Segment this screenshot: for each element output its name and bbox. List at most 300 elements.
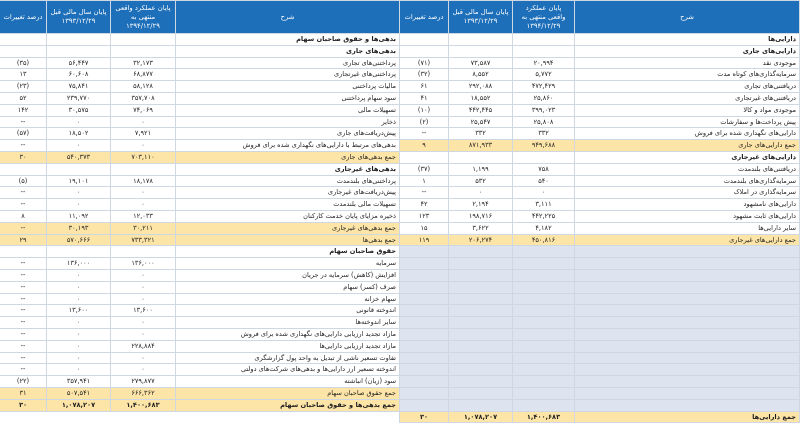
previous-value <box>449 45 513 57</box>
actual-value: ۱۲,۰۳۳ <box>111 210 176 222</box>
filler-cell <box>575 246 800 258</box>
previous-value <box>47 34 111 46</box>
header-desc: شرح <box>575 1 800 34</box>
change-percent: -- <box>0 340 47 352</box>
header-pct: درصد تغییرات <box>400 1 449 34</box>
filler-cell <box>513 317 575 329</box>
table-row <box>0 234 400 246</box>
change-percent <box>0 246 47 258</box>
table-row <box>400 116 800 128</box>
change-percent: ۱۲۳ <box>400 210 449 222</box>
previous-value: ۳۰,۱۹۳ <box>47 222 111 234</box>
actual-value: ۴,۱۸۲ <box>513 222 575 234</box>
actual-value: ۰ <box>111 281 176 293</box>
actual-value: ۴۷۲,۴۲۹ <box>513 81 575 93</box>
table-row <box>0 258 400 270</box>
filler-cell <box>513 258 575 270</box>
filler-cell <box>449 364 513 376</box>
row-label: مازاد تجدید ارزیابی دارایی‌های نگهداری شده برای فروش <box>176 328 400 340</box>
filler-row <box>400 305 800 317</box>
previous-value: ۱,۱۹۹ <box>449 163 513 175</box>
row-label: دریافتنی‌های تجاری <box>575 81 800 93</box>
change-percent <box>400 151 449 163</box>
table-row <box>400 234 800 246</box>
row-label: جمع بدهی‌های غیرجاری <box>176 222 400 234</box>
change-percent: -- <box>0 305 47 317</box>
actual-value: ۳۲,۱۷۳ <box>111 57 176 69</box>
table-row <box>0 387 400 399</box>
change-percent: (۳۲) <box>400 69 449 81</box>
table-row <box>0 269 400 281</box>
filler-cell <box>513 364 575 376</box>
change-percent: ۳۰ <box>400 411 449 423</box>
change-percent: -- <box>0 269 47 281</box>
actual-value: ۷,۹۲۱ <box>111 128 176 140</box>
row-label: مالیات پرداختنی <box>176 81 400 93</box>
actual-value: ۰ <box>513 187 575 199</box>
filler-cell <box>400 399 449 411</box>
previous-value: ۵۴۰,۳۷۳ <box>47 151 111 163</box>
previous-value: ۲۳۹,۷۷۰ <box>47 92 111 104</box>
table-row <box>0 293 400 305</box>
actual-value: ۱,۴۰۰,۶۸۳ <box>513 411 575 423</box>
filler-row <box>400 399 800 411</box>
row-label: سایر دارایی‌ها <box>575 222 800 234</box>
row-label: جمع حقوق صاحبان سهام <box>176 387 400 399</box>
actual-value: ۲۰,۹۹۴ <box>513 57 575 69</box>
filler-cell <box>400 376 449 388</box>
row-label: سود (زیان) انباشته <box>176 376 400 388</box>
change-percent: (۲) <box>400 116 449 128</box>
filler-row <box>400 364 800 376</box>
table-row <box>400 45 800 57</box>
change-percent: -- <box>0 352 47 364</box>
filler-cell <box>449 305 513 317</box>
table-row <box>0 305 400 317</box>
actual-value: ۰ <box>111 352 176 364</box>
previous-value: ۰ <box>47 187 111 199</box>
previous-value: ۳۵۷,۹۴۱ <box>47 376 111 388</box>
change-percent: ۲۹ <box>0 234 47 246</box>
change-percent: -- <box>0 293 47 305</box>
filler-cell <box>449 317 513 329</box>
filler-cell <box>513 340 575 352</box>
filler-cell <box>400 317 449 329</box>
actual-value: ۰ <box>111 199 176 211</box>
previous-value <box>47 246 111 258</box>
row-label: پرداختنی‌های غیرتجاری <box>176 69 400 81</box>
filler-cell <box>513 352 575 364</box>
filler-cell <box>575 293 800 305</box>
change-percent: ۳۰ <box>0 399 47 411</box>
liabilities-total-row <box>0 399 400 411</box>
assets-table <box>399 0 800 423</box>
previous-value: ۳۰,۵۷۵ <box>47 104 111 116</box>
actual-value: ۰ <box>111 328 176 340</box>
change-percent: ۶۱ <box>400 81 449 93</box>
table-row <box>400 163 800 175</box>
previous-value: ۱۳۶,۰۰۰ <box>47 258 111 270</box>
actual-value: ۹۴۹,۶۸۸ <box>513 140 575 152</box>
header-desc: شرح <box>176 1 400 34</box>
filler-cell <box>449 399 513 411</box>
row-label: دارایی‌های نگهداری شده برای فروش <box>575 128 800 140</box>
filler-cell <box>513 281 575 293</box>
row-label: موجودی مواد و کالا <box>575 104 800 116</box>
table-row <box>0 317 400 329</box>
row-label: دارایی‌ها <box>575 34 800 46</box>
previous-value: ۲۵,۵۴۷ <box>449 116 513 128</box>
change-percent <box>0 163 47 175</box>
previous-value <box>47 45 111 57</box>
change-percent: (۳۵) <box>0 57 47 69</box>
change-percent: ۳۰ <box>0 151 47 163</box>
filler-row <box>400 387 800 399</box>
filler-cell <box>449 258 513 270</box>
change-percent: -- <box>0 364 47 376</box>
change-percent: -- <box>0 199 47 211</box>
actual-value: ۷۰۳,۱۱۰ <box>111 151 176 163</box>
change-percent: -- <box>0 116 47 128</box>
table-row <box>0 34 400 46</box>
filler-cell <box>400 293 449 305</box>
actual-value: ۷۵۸ <box>513 163 575 175</box>
row-label: دارایی‌های ثابت مشهود <box>575 210 800 222</box>
row-label: پیش پرداخت‌ها و سفارشات <box>575 116 800 128</box>
liabilities-table <box>0 0 400 412</box>
row-label: سهام خزانه <box>176 293 400 305</box>
filler-cell <box>513 399 575 411</box>
row-label: اندوخته قانونی <box>176 305 400 317</box>
actual-value: ۳۳۲ <box>513 128 575 140</box>
previous-value: ۱۸,۵۰۲ <box>47 128 111 140</box>
table-row <box>0 364 400 376</box>
previous-value: ۱۱,۰۹۲ <box>47 210 111 222</box>
change-percent: (۲۳) <box>0 81 47 93</box>
actual-value: ۲۷۹,۸۷۷ <box>111 376 176 388</box>
row-label: سرمایه‌گذاری‌های بلندمدت <box>575 175 800 187</box>
filler-cell <box>513 269 575 281</box>
header-actual: پایان عملکرد واقعی منتهی به ۱۳۹۴/۱۲/۲۹ <box>111 1 176 34</box>
table-row <box>0 104 400 116</box>
actual-value: ۲۵,۸۶۰ <box>513 92 575 104</box>
previous-value: ۵۶,۴۴۷ <box>47 57 111 69</box>
change-percent <box>400 34 449 46</box>
filler-cell <box>575 387 800 399</box>
row-label: بدهی‌های غیرجاری <box>176 163 400 175</box>
filler-row <box>400 376 800 388</box>
previous-value: ۰ <box>47 317 111 329</box>
actual-value: ۱۸,۱۷۸ <box>111 175 176 187</box>
actual-value: ۴۴۲,۲۲۵ <box>513 210 575 222</box>
filler-cell <box>575 340 800 352</box>
change-percent: ۴۱ <box>400 92 449 104</box>
row-label: بدهی‌های مرتبط با دارایی‌های نگهداری شده برای فروش <box>176 140 400 152</box>
change-percent: -- <box>0 328 47 340</box>
filler-cell <box>575 399 800 411</box>
previous-value: ۱۹,۱۰۱ <box>47 175 111 187</box>
table-row <box>400 199 800 211</box>
header-prev: پایان سال مالی قبل ۱۳۹۳/۱۲/۲۹ <box>47 1 111 34</box>
previous-value <box>449 34 513 46</box>
filler-row <box>400 340 800 352</box>
previous-value: ۶۰,۶۰۸ <box>47 69 111 81</box>
filler-row <box>400 293 800 305</box>
filler-cell <box>513 328 575 340</box>
change-percent <box>0 45 47 57</box>
actual-value <box>111 246 176 258</box>
previous-value: ۲,۱۹۴ <box>449 199 513 211</box>
filler-cell <box>400 258 449 270</box>
table-row <box>400 34 800 46</box>
table-row <box>0 92 400 104</box>
actual-value: ۰ <box>111 269 176 281</box>
actual-value: ۰ <box>111 364 176 376</box>
filler-cell <box>575 317 800 329</box>
filler-cell <box>449 293 513 305</box>
previous-value: ۵۰۷,۵۴۱ <box>47 387 111 399</box>
previous-value: ۰ <box>47 116 111 128</box>
row-label: تفاوت تسعیر ناشی از تبدیل به واحد پول گزارشگری <box>176 352 400 364</box>
previous-value: ۲۹۲,۰۸۸ <box>449 81 513 93</box>
table-row <box>400 81 800 93</box>
filler-cell <box>513 376 575 388</box>
table-row <box>0 210 400 222</box>
actual-value: ۳۹۹,۰۲۳ <box>513 104 575 116</box>
change-percent: -- <box>400 128 449 140</box>
change-percent: ۱۴۲ <box>0 104 47 116</box>
change-percent: (۵۷) <box>0 128 47 140</box>
actual-value: ۲۲۸,۸۸۴ <box>111 340 176 352</box>
filler-cell <box>513 246 575 258</box>
previous-value: ۱۸,۵۵۲ <box>449 92 513 104</box>
assets-total-row <box>400 411 800 423</box>
header-prev: پایان سال مالی قبل ۱۳۹۳/۱۲/۲۹ <box>449 1 513 34</box>
row-label: سرمایه‌گذاری‌های کوتاه مدت <box>575 69 800 81</box>
row-label: موجودی نقد <box>575 57 800 69</box>
row-label: سرمایه‌گذاری در املاک <box>575 187 800 199</box>
actual-value <box>111 163 176 175</box>
filler-cell <box>400 364 449 376</box>
row-label: افزایش (کاهش) سرمایه در جریان <box>176 269 400 281</box>
previous-value: ۱۹۸,۷۱۶ <box>449 210 513 222</box>
change-percent <box>0 34 47 46</box>
change-percent: (۷۱) <box>400 57 449 69</box>
filler-cell <box>575 269 800 281</box>
filler-row <box>400 281 800 293</box>
table-row <box>0 163 400 175</box>
filler-cell <box>513 387 575 399</box>
change-percent: -- <box>0 222 47 234</box>
row-label: جمع دارایی‌های غیرجاری <box>575 234 800 246</box>
actual-value: ۰ <box>111 140 176 152</box>
row-label: سایر اندوخته‌ها <box>176 317 400 329</box>
table-row <box>0 376 400 388</box>
filler-row <box>400 246 800 258</box>
actual-value: ۵۸,۱۲۸ <box>111 81 176 93</box>
filler-cell <box>449 352 513 364</box>
actual-value: ۳,۱۱۱ <box>513 199 575 211</box>
actual-value: ۰ <box>111 116 176 128</box>
actual-value <box>513 34 575 46</box>
actual-value: ۷۴,۰۶۹ <box>111 104 176 116</box>
actual-value: ۲۵,۸۰۸ <box>513 116 575 128</box>
actual-value <box>513 151 575 163</box>
previous-value: ۷۵,۸۴۱ <box>47 81 111 93</box>
previous-value: ۰ <box>47 364 111 376</box>
actual-value: ۱,۴۰۰,۶۸۳ <box>111 399 176 411</box>
previous-value <box>449 151 513 163</box>
actual-value: ۶۸,۸۷۷ <box>111 69 176 81</box>
actual-value: ۵۴۰ <box>513 175 575 187</box>
row-label: جمع دارایی‌ها <box>575 411 800 423</box>
row-label: پیش‌دریافت‌های غیرجاری <box>176 187 400 199</box>
row-label: دارایی‌های غیرجاری <box>575 151 800 163</box>
table-row <box>0 352 400 364</box>
previous-value: ۴۴۲,۴۴۵ <box>449 104 513 116</box>
filler-cell <box>449 387 513 399</box>
filler-cell <box>449 281 513 293</box>
assets-body <box>400 34 800 423</box>
actual-value: ۴۵۰,۸۱۶ <box>513 234 575 246</box>
row-label: جمع بدهی‌ها و حقوق صاحبان سهام <box>176 399 400 411</box>
change-percent: ۱۳ <box>0 69 47 81</box>
actual-value <box>513 45 575 57</box>
row-label: دارایی‌های جاری <box>575 45 800 57</box>
change-percent: ۳۱ <box>0 387 47 399</box>
previous-value: ۰ <box>47 269 111 281</box>
filler-cell <box>575 281 800 293</box>
table-row <box>0 128 400 140</box>
filler-cell <box>513 305 575 317</box>
change-percent: (۱۰) <box>400 104 449 116</box>
actual-value <box>111 45 176 57</box>
previous-value <box>47 163 111 175</box>
change-percent: ۹ <box>400 140 449 152</box>
previous-value: ۰ <box>47 281 111 293</box>
liabilities-body <box>0 34 400 412</box>
table-row <box>0 340 400 352</box>
previous-value: ۲۰۶,۲۷۴ <box>449 234 513 246</box>
actual-value: ۳۰,۲۱۱ <box>111 222 176 234</box>
filler-cell <box>400 269 449 281</box>
filler-cell <box>400 281 449 293</box>
row-label: دریافتنی‌های بلندمدت <box>575 163 800 175</box>
filler-cell <box>575 305 800 317</box>
previous-value: ۸,۵۵۲ <box>449 69 513 81</box>
change-percent: ۸ <box>0 210 47 222</box>
change-percent: -- <box>0 317 47 329</box>
previous-value: ۰ <box>47 340 111 352</box>
row-label: دریافتنی‌های غیرتجاری <box>575 92 800 104</box>
previous-value: ۰ <box>47 293 111 305</box>
filler-row <box>400 328 800 340</box>
row-label: جمع بدهی‌ها <box>176 234 400 246</box>
filler-cell <box>575 376 800 388</box>
change-percent: ۱۱۹ <box>400 234 449 246</box>
table-row <box>400 92 800 104</box>
table-row <box>400 57 800 69</box>
table-row <box>0 328 400 340</box>
row-label: سود سهام پرداختنی <box>176 92 400 104</box>
table-row <box>0 116 400 128</box>
table-row <box>0 281 400 293</box>
table-row <box>400 210 800 222</box>
row-label: پرداختنی‌های بلندمدت <box>176 175 400 187</box>
row-label: ذخیره مزایای پایان خدمت کارکنان <box>176 210 400 222</box>
previous-value: ۵۳۲ <box>449 175 513 187</box>
change-percent: ۵۲ <box>0 92 47 104</box>
row-label: تسهیلات مالی <box>176 104 400 116</box>
previous-value: ۷۳,۵۸۷ <box>449 57 513 69</box>
row-label: سرمایه <box>176 258 400 270</box>
filler-row <box>400 269 800 281</box>
assets-header-row <box>400 1 800 34</box>
filler-cell <box>575 328 800 340</box>
table-row <box>400 187 800 199</box>
header-actual: پایان عملکرد واقعی منتهی به ۱۳۹۴/۱۲/۲۹ <box>513 1 575 34</box>
row-label: پیش‌دریافت‌های جاری <box>176 128 400 140</box>
filler-cell <box>449 376 513 388</box>
change-percent: -- <box>0 187 47 199</box>
previous-value: ۱,۰۷۸,۲۰۷ <box>47 399 111 411</box>
change-percent <box>400 45 449 57</box>
previous-value: ۳۳۲ <box>449 128 513 140</box>
previous-value: ۱,۰۷۸,۲۰۷ <box>449 411 513 423</box>
previous-value: ۰ <box>47 140 111 152</box>
filler-cell <box>400 305 449 317</box>
table-row <box>0 57 400 69</box>
previous-value: ۰ <box>47 328 111 340</box>
actual-value: ۵,۷۷۲ <box>513 69 575 81</box>
filler-cell <box>449 328 513 340</box>
row-label: تسهیلات مالی بلندمدت <box>176 199 400 211</box>
filler-row <box>400 352 800 364</box>
actual-value: ۱۳۶,۰۰۰ <box>111 258 176 270</box>
actual-value: ۶۶۶,۳۶۲ <box>111 387 176 399</box>
row-label: اندوخته تسعیر ارز دارایی‌ها و بدهی‌های شرکت‌های دولتی <box>176 364 400 376</box>
change-percent: (۳۷) <box>400 163 449 175</box>
table-row <box>0 246 400 258</box>
table-row <box>400 175 800 187</box>
filler-row <box>400 258 800 270</box>
change-percent: (۲۲) <box>0 376 47 388</box>
row-label: پرداختنی‌های تجاری <box>176 57 400 69</box>
table-row <box>0 81 400 93</box>
previous-value: ۸۷۱,۹۳۳ <box>449 140 513 152</box>
table-row <box>400 222 800 234</box>
change-percent: -- <box>0 281 47 293</box>
row-label: دارایی‌های نامشهود <box>575 199 800 211</box>
change-percent: ۱ <box>400 175 449 187</box>
change-percent: ۴۲ <box>400 199 449 211</box>
row-label: جمع بدهی‌های جاری <box>176 151 400 163</box>
actual-value: ۰ <box>111 293 176 305</box>
row-label: بدهی‌های جاری <box>176 45 400 57</box>
actual-value: ۱۳,۶۰۰ <box>111 305 176 317</box>
filler-cell <box>400 246 449 258</box>
filler-cell <box>400 340 449 352</box>
filler-cell <box>449 269 513 281</box>
change-percent: -- <box>0 258 47 270</box>
actual-value: ۷۳۳,۳۲۱ <box>111 234 176 246</box>
row-label: صرف (کسر) سهام <box>176 281 400 293</box>
change-percent: -- <box>400 187 449 199</box>
filler-row <box>400 317 800 329</box>
liabilities-header-row <box>0 1 400 34</box>
actual-value: ۰ <box>111 317 176 329</box>
change-percent: ۱۵ <box>400 222 449 234</box>
